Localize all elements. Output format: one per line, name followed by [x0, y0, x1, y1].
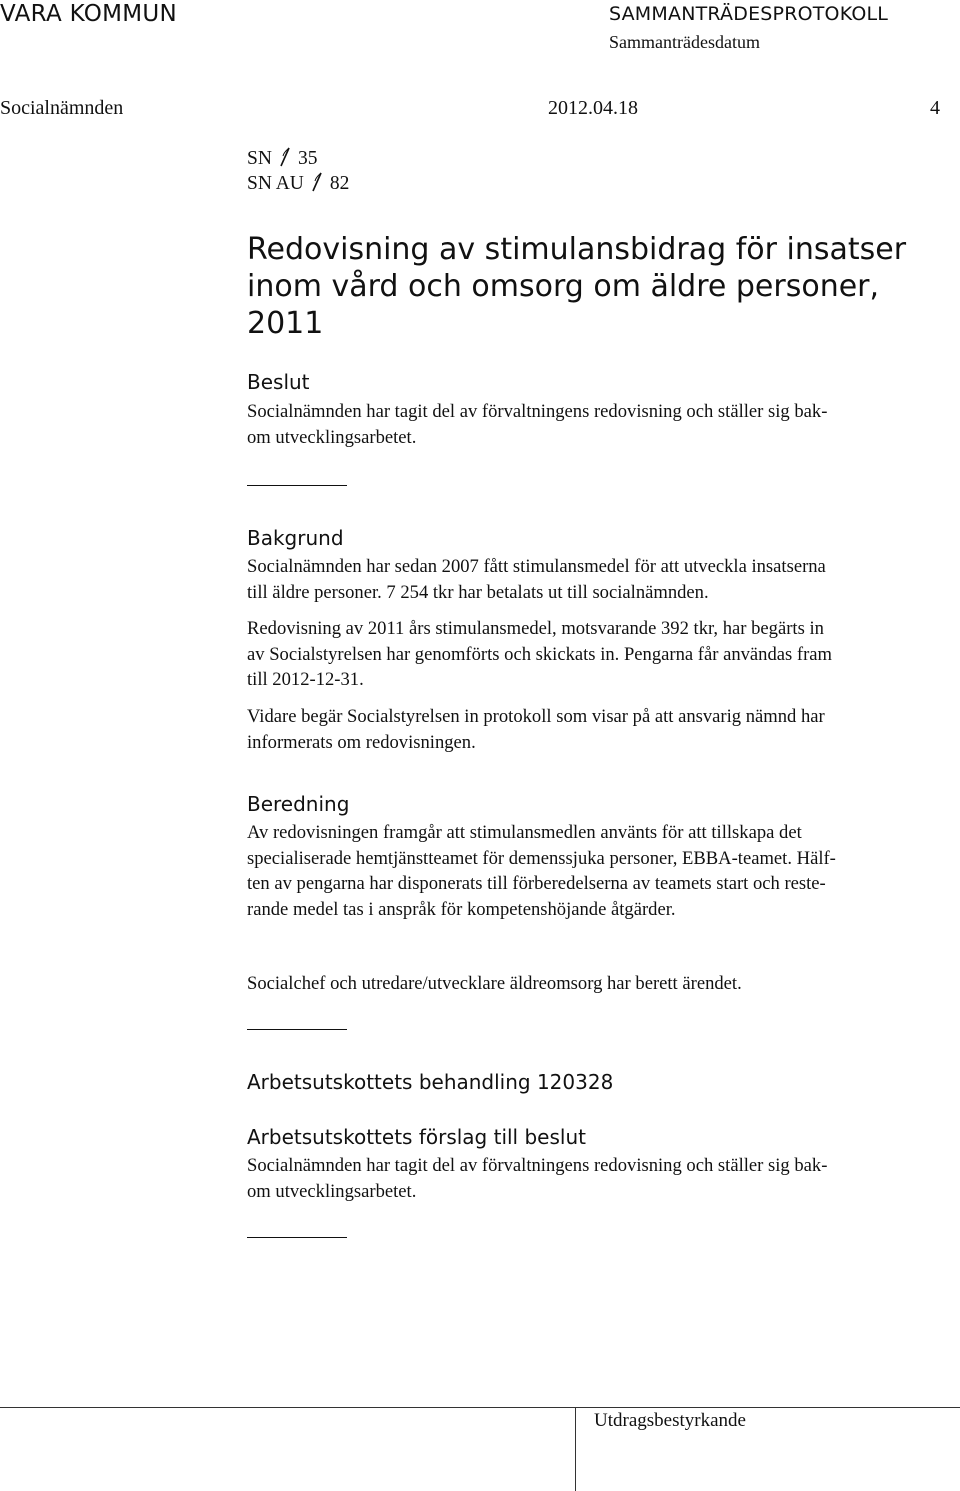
- separator-line: [247, 1237, 347, 1238]
- section-heading-bakgrund: Bakgrund: [247, 526, 344, 550]
- org-name: VARA KOMMUN: [0, 1, 178, 27]
- section-heading-beslut: Beslut: [247, 370, 310, 394]
- case-reference-prefix: SN AU: [247, 173, 304, 194]
- decision-text: Socialnämnden har tagit del av förvaltningens redovisning och ställer sig bak- om utvecklingsarbetet.: [247, 401, 828, 448]
- section-sign-icon: [278, 147, 292, 167]
- separator-line: [247, 1029, 347, 1030]
- paragraph: Socialnämnden har sedan 2007 fått stimulansmedel för att utveckla insatserna till äldre personer. 7 254 tkr har betalats ut till socialnämnden.: [247, 556, 826, 603]
- paragraph: Redovisning av 2011 års stimulansmedel, motsvarande 392 tkr, har begärts in av Socialstyrelsen har genomförts och skickats in. Pengarna får användas fram till 2012-12-31.: [247, 618, 832, 690]
- paragraph: Socialchef och utredare/utvecklare äldreomsorg har berett ärendet.: [247, 973, 742, 994]
- case-reference-number: 35: [297, 148, 318, 169]
- case-reference-prefix: SN: [247, 148, 272, 169]
- case-reference: [247, 146, 317, 172]
- meeting-date-label: Sammanträdesdatum: [609, 32, 760, 52]
- section-sign-icon: [310, 172, 324, 192]
- page-title: Redovisning av stimulansbidrag för insatser inom vård och omsorg om äldre personer, 2011: [247, 232, 907, 341]
- paragraph: Av redovisningen framgår att stimulansmedlen använts för att tillskapa det specialiserade hemtjänstteamet för demenssjuka personer, EBBA-teamet. Hälf- ten av pengarna har disponerats till förberedelserna av teamets start och reste- rande medel tas i anspråk för kompetenshöjande åtgärder.: [247, 822, 836, 920]
- proposal-text: Socialnämnden har tagit del av förvaltningens redovisning och ställer sig bak- om utvecklingsarbetet.: [247, 1155, 828, 1202]
- case-reference: [247, 171, 349, 197]
- footer-certification-label: Utdragsbestyrkande: [594, 1410, 746, 1431]
- page-number: 4: [930, 97, 940, 119]
- footer-divider: [0, 1407, 960, 1408]
- paragraph: Vidare begär Socialstyrelsen in protokoll som visar på att ansvarig nämnd har informerats om redovisningen.: [247, 706, 825, 753]
- case-reference-number: 82: [329, 173, 350, 194]
- document-type: SAMMANTRÄDESPROTOKOLL: [609, 3, 889, 25]
- meeting-date: 2012.04.18: [548, 97, 638, 119]
- separator-line: [247, 485, 347, 486]
- section-heading-au-behandling: Arbetsutskottets behandling 120328: [247, 1070, 614, 1094]
- section-heading-beredning: Beredning: [247, 792, 350, 816]
- footer-column-divider: [575, 1407, 576, 1491]
- committee-name: Socialnämnden: [0, 97, 124, 119]
- section-heading-au-forslag: Arbetsutskottets förslag till beslut: [247, 1125, 586, 1149]
